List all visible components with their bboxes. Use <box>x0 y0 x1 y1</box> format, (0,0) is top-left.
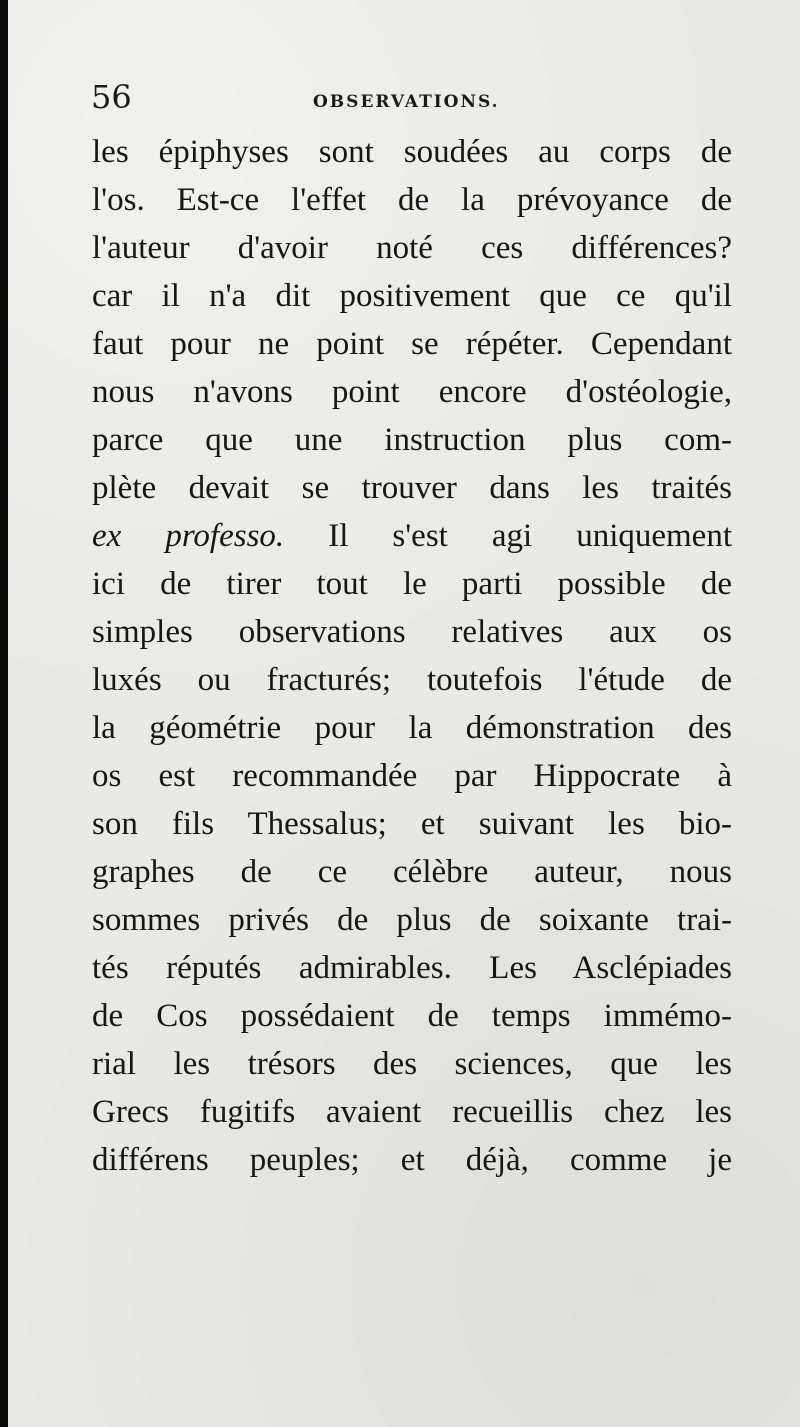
text-line: parce que une instruction plus com- <box>92 422 732 458</box>
italic-phrase: ex professo. <box>92 518 285 554</box>
page-number: 56 <box>91 78 132 116</box>
text-line: la géométrie pour la démonstration des <box>92 710 732 746</box>
text-line: ici de tirer tout le parti possible de <box>92 566 732 602</box>
text-line: nous n'avons point encore d'ostéologie, <box>92 374 732 410</box>
text-line: sommes privés de plus de soixante trai- <box>92 902 732 938</box>
text-line: rial les trésors des sciences, que les <box>92 1046 732 1082</box>
text-line: son fils Thessalus; et suivant les bio- <box>92 806 732 842</box>
text-line: de Cos possédaient de temps immémo- <box>92 998 732 1034</box>
text-line-rest: Il s'est agi uniquement <box>284 518 732 554</box>
text-line: tés réputés admirables. Les Asclépiades <box>92 950 732 986</box>
text-line <box>92 512 732 560</box>
body-text <box>92 128 732 1184</box>
text-line: luxés ou fracturés; toutefois l'étude de <box>92 662 732 698</box>
running-head: OBSERVATIONS. <box>313 92 500 112</box>
text-line: Grecs fugitifs avaient recueillis chez les <box>92 1094 732 1130</box>
text-line: les épiphyses sont soudées au corps de <box>92 134 732 170</box>
text-line: graphes de ce célèbre auteur, nous <box>92 854 732 890</box>
text-line: os est recommandée par Hippocrate à <box>92 758 732 794</box>
scan-border-left <box>0 0 8 1427</box>
text-line: faut pour ne point se répéter. Cependant <box>92 326 732 362</box>
text-line: l'os. Est-ce l'effet de la prévoyance de <box>92 182 732 218</box>
text-line: simples observations relatives aux os <box>92 614 732 650</box>
page-header <box>91 78 731 126</box>
text-line: plète devait se trouver dans les traités <box>92 470 732 506</box>
text-line: différens peuples; et déjà, comme je <box>92 1142 732 1178</box>
text-line: l'auteur d'avoir noté ces différences? <box>92 230 732 266</box>
book-page <box>8 0 800 1427</box>
text-line: car il n'a dit positivement que ce qu'il <box>92 278 732 314</box>
